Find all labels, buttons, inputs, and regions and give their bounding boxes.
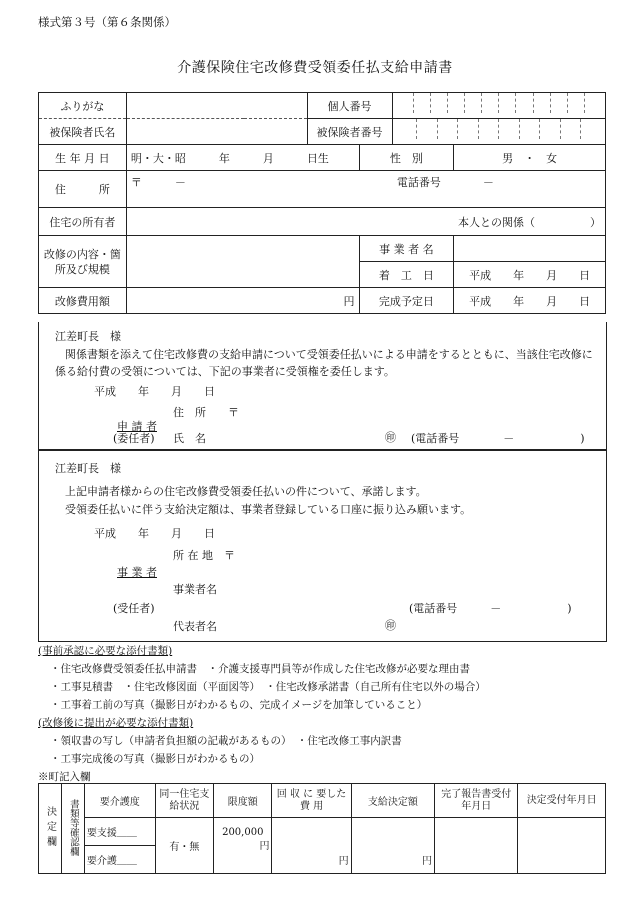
insured-number-label: 被保険者番号 <box>307 119 392 145</box>
town-entry-table <box>38 783 606 874</box>
decision-date-field[interactable] <box>518 818 606 874</box>
representative-label: 代表者名 <box>173 620 217 633</box>
applicant-phone[interactable]: (電話番号 － ) <box>411 432 585 445</box>
gender-label: 性 別 <box>359 145 454 171</box>
decision-column: 決 定 欄 <box>39 784 62 874</box>
completion-label: 完成予定日 <box>359 288 454 314</box>
attachment-notes <box>38 642 608 786</box>
approval-addressee: 江差町長 様 <box>55 462 121 475</box>
same-house-header: 同一住宅支給状況 <box>155 784 213 818</box>
after-docs-heading: (改修後に提出が必要な添付書類) <box>38 717 194 729</box>
care-needed-field[interactable]: 要介護＿＿ <box>84 846 155 874</box>
prior-doc-item: ・工事見積書 ・住宅改修図面（平面図等） ・住宅改修承諾書（自己所有住宅以外の場合） <box>50 681 486 693</box>
owner-label: 住宅の所有者 <box>39 208 127 236</box>
relation-label: 本人との関係（ ） <box>458 215 601 229</box>
collection-cost-field[interactable]: 円 <box>272 818 351 874</box>
approval-line-2: 受領委任払いに伴う支給決定額は、事業者登録している口座に振り込み願います。 <box>65 503 472 516</box>
insured-name-field[interactable] <box>126 119 307 145</box>
business-name-label: 事業者名 <box>173 583 217 596</box>
dob-label: 生 年 月 日 <box>39 145 127 171</box>
applicant-info-table <box>38 92 606 314</box>
renovation-field[interactable] <box>126 236 359 288</box>
contractor-field[interactable] <box>454 236 606 262</box>
address-label: 住 所 <box>39 171 127 208</box>
docs-check-column: 書類等確認欄 <box>61 784 84 874</box>
payment-amount-header: 支給決定額 <box>351 784 434 818</box>
applicant-label: 申 請 者 <box>117 420 157 433</box>
approval-date[interactable]: 平成 年 月 日 <box>94 527 215 540</box>
limit-header: 限度額 <box>214 784 272 818</box>
town-note: ※町記入欄 <box>38 771 91 783</box>
address-field[interactable] <box>126 171 605 208</box>
limit-yen: 円 <box>259 841 270 852</box>
personal-number-field[interactable] <box>392 93 606 119</box>
insured-number-field[interactable] <box>392 119 606 145</box>
insured-name-label: 被保険者氏名 <box>39 119 127 145</box>
owner-field[interactable] <box>126 208 605 236</box>
cost-yen: 円 <box>343 294 355 308</box>
prior-doc-item: ・住宅改修費受領委任払申請書 ・介護支援専門員等が作成した住宅改修が必要な理由書 <box>50 663 470 675</box>
phone-label: 電話番号 <box>396 176 441 189</box>
representative-seal: ㊞ <box>385 619 396 632</box>
prior-docs-heading: (事前承認に必要な添付書類) <box>38 645 173 657</box>
delegatee-label: (受任者) <box>113 602 155 615</box>
postal-mark: 〒 － <box>130 176 186 189</box>
support-needed-field[interactable]: 要支援＿＿ <box>84 818 155 846</box>
cost-field[interactable] <box>126 288 359 314</box>
limit-value: 200,000 <box>222 827 264 838</box>
application-date[interactable]: 平成 年 月 日 <box>94 385 215 398</box>
delegator-label: (委任者) <box>113 432 155 445</box>
report-date-field[interactable] <box>435 818 518 874</box>
form-title: 介護保険住宅改修費受領委任払支給申請書 <box>177 60 453 76</box>
same-house-field[interactable]: 有・無 <box>155 818 213 874</box>
after-doc-item: ・工事完成後の写真（撮影日がわかるもの） <box>50 753 260 765</box>
collection-cost-header: 回 収 に 要した 費 用 <box>272 784 351 818</box>
dob-field[interactable]: 明・大・昭 年 月 日生 <box>126 145 359 171</box>
form-number: 様式第３号（第６条関係） <box>38 15 176 29</box>
cost-label: 改修費用額 <box>39 288 127 314</box>
approval-line-1: 上記申請者様からの住宅改修費受領委任払いの件について、承諾します。 <box>65 485 427 498</box>
completion-date-field[interactable]: 平成 年 月 日 <box>454 288 606 314</box>
start-date-field[interactable]: 平成 年 月 日 <box>454 262 606 288</box>
applicant-name-label: 氏 名 <box>173 432 206 445</box>
phone-dash: － <box>482 176 494 189</box>
applicant-address-label: 住 所 〒 <box>173 406 239 419</box>
care-level-header: 要介護度 <box>84 784 155 818</box>
start-date-label: 着 工 日 <box>359 262 454 288</box>
contractor-label: 事 業 者 名 <box>359 236 454 262</box>
furigana-field[interactable] <box>126 93 307 119</box>
renovation-label: 改修の内容・箇所及び規模 <box>39 236 127 288</box>
business-phone[interactable]: (電話番号 － ) <box>409 602 572 615</box>
applicant-seal: ㊞ <box>385 431 396 444</box>
business-location-label: 所 在 地 〒 <box>173 549 235 562</box>
application-body: 関係書類を添えて住宅改修費の支給申請について受領委任払いによる申請をするとともに、当該住宅改修に係る給付費の受領については、下記の事業者に受領権を委任します。 <box>55 348 593 378</box>
personal-number-label: 個人番号 <box>307 93 392 119</box>
prior-doc-item: ・工事着工前の写真（撮影日がわかるもの、完成イメージを加筆していること） <box>50 699 428 711</box>
approval-section <box>38 449 607 642</box>
application-addressee: 江差町長 様 <box>55 330 121 343</box>
gender-field[interactable]: 男 ・ 女 <box>454 145 606 171</box>
business-label: 事 業 者 <box>117 566 157 579</box>
after-doc-item: ・領収書の写し（申請者負担額の記載があるもの） ・住宅改修工事内訳書 <box>50 735 402 747</box>
decision-date-header: 決定受付年月日 <box>518 784 606 818</box>
report-date-header: 完了報告書受付年月日 <box>435 784 518 818</box>
application-section <box>38 322 607 451</box>
furigana-label: ふりがな <box>39 93 127 119</box>
payment-amount-field[interactable]: 円 <box>351 818 434 874</box>
limit-field <box>214 818 272 874</box>
